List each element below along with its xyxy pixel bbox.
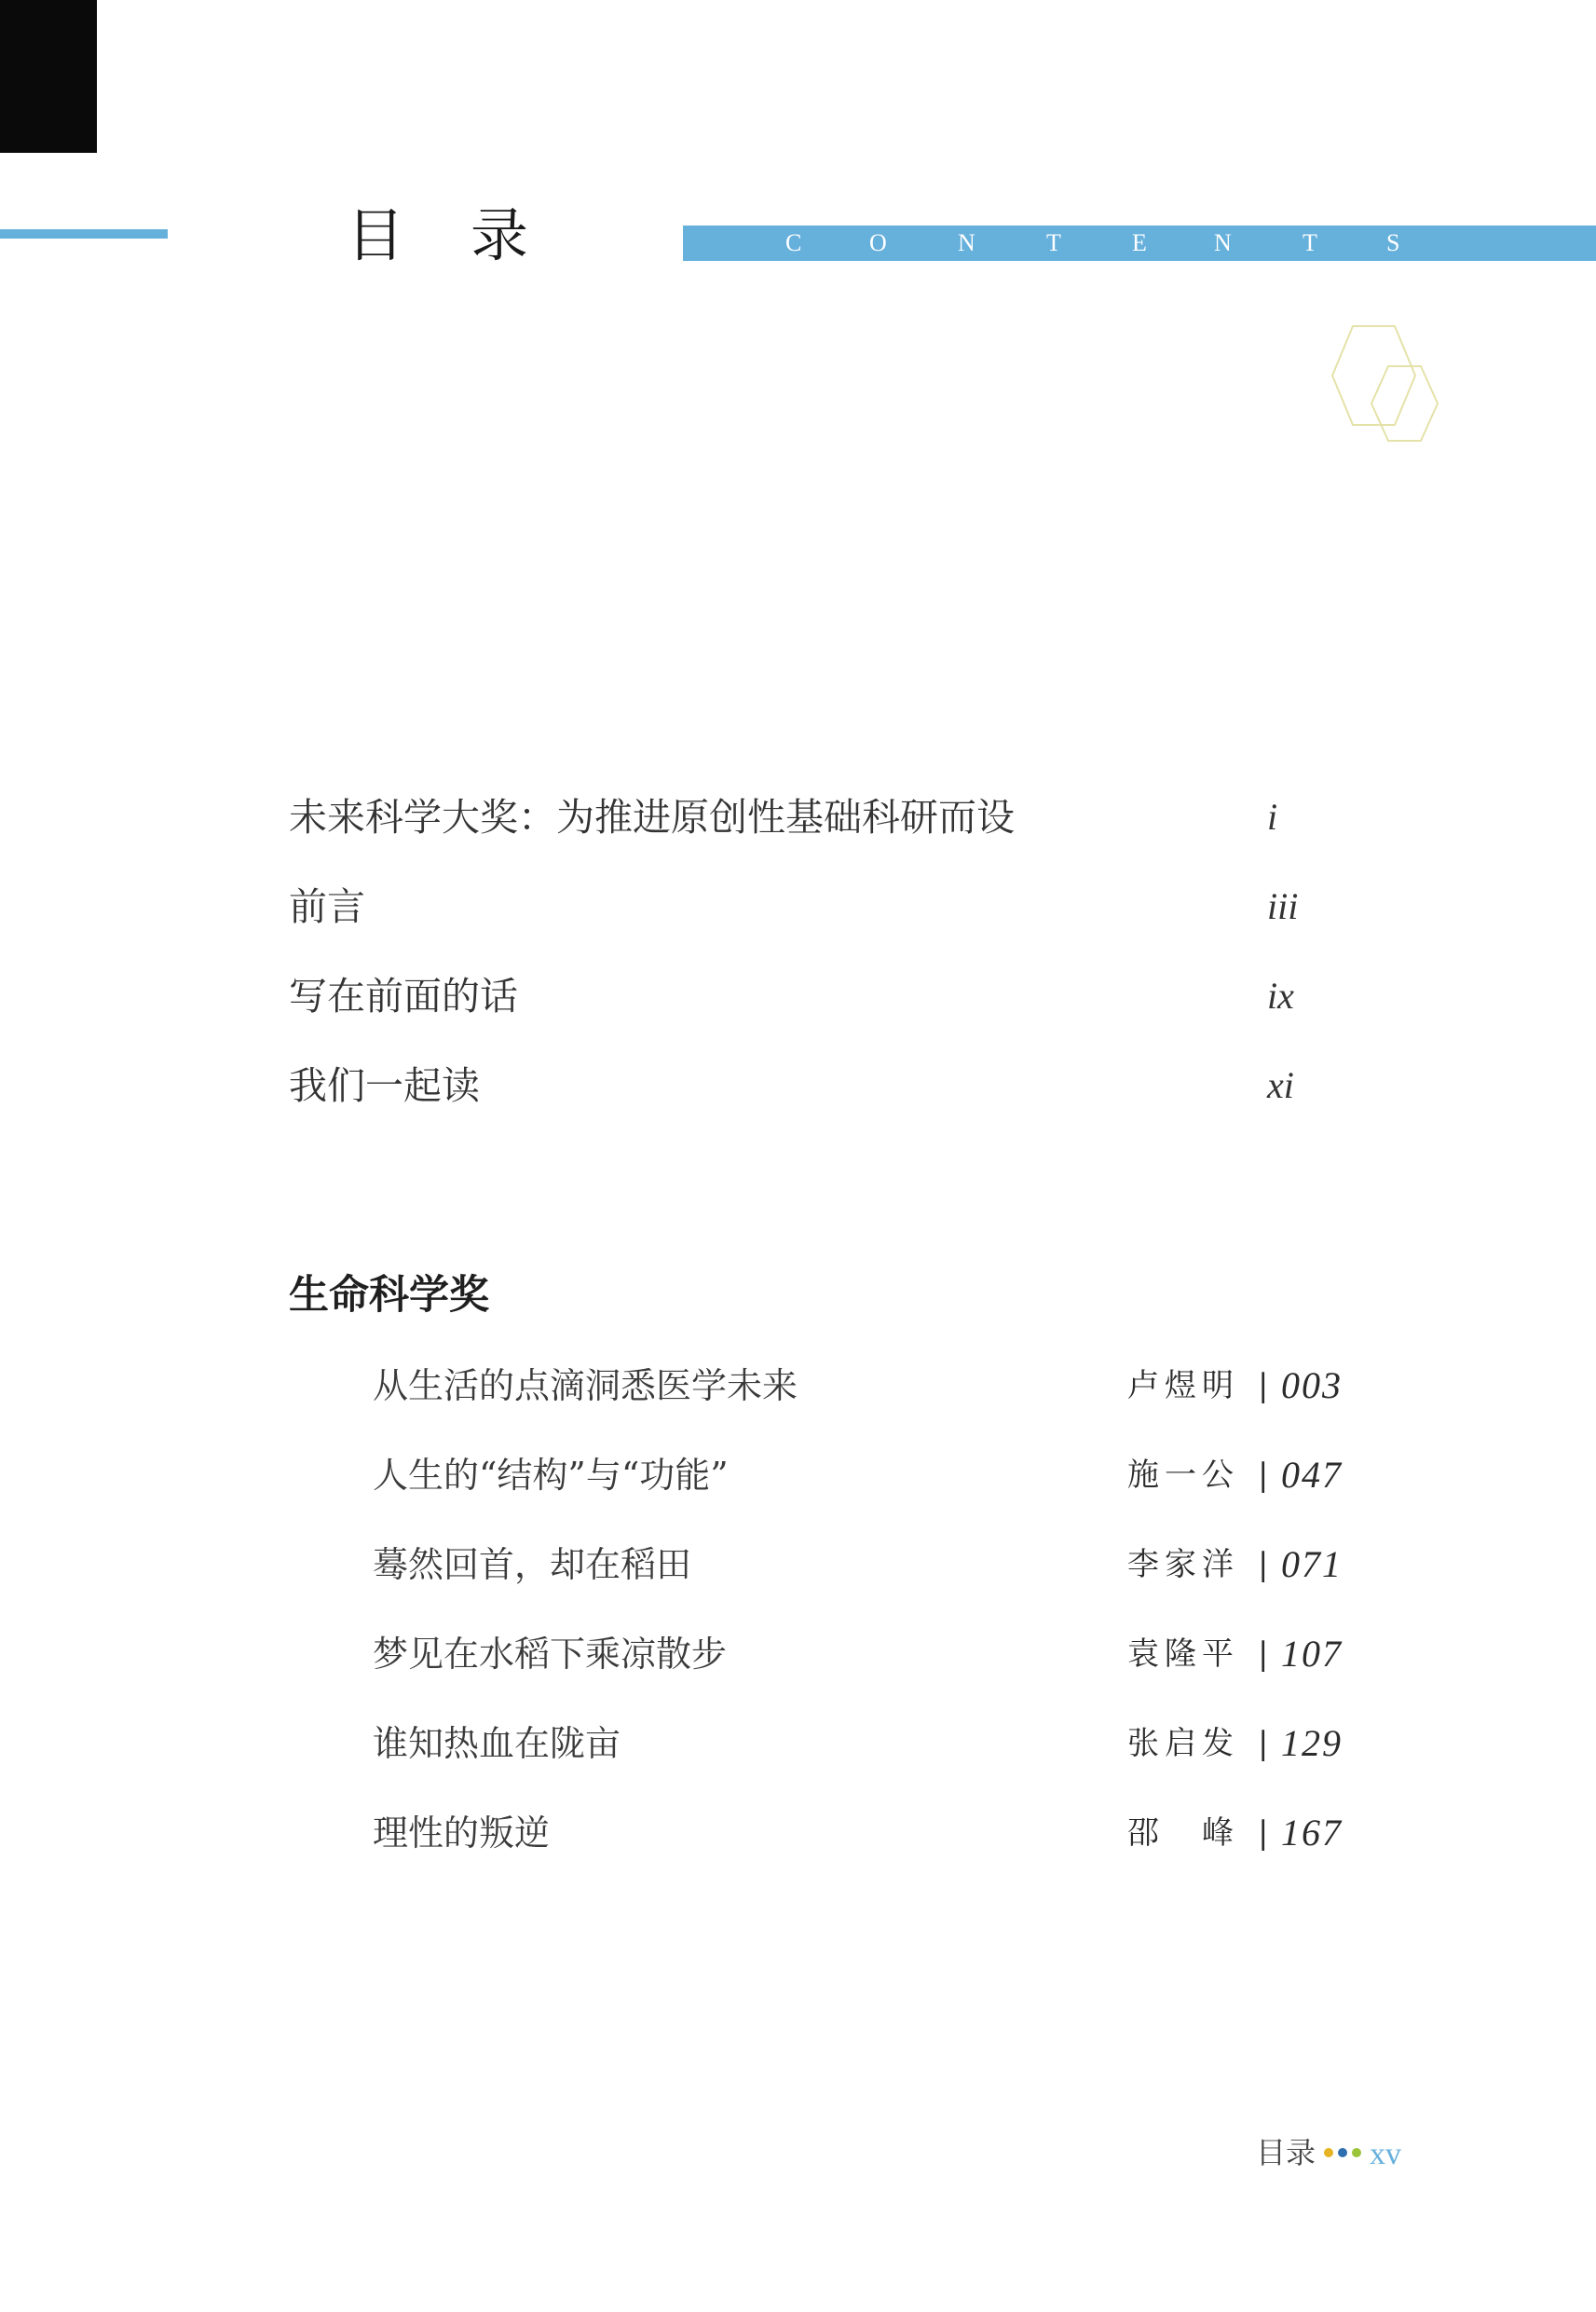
entry-title: 谁知热血在陇亩 — [373, 1723, 621, 1764]
toc-entry[interactable] — [289, 1058, 1314, 1114]
entry-page: 107 — [1281, 1633, 1343, 1675]
band-letter: O — [869, 229, 887, 256]
band-letter: N — [958, 229, 975, 256]
hexagon-decoration-icon — [1300, 321, 1449, 457]
toc-entry[interactable] — [289, 879, 1314, 935]
entry-separator: | — [1258, 1457, 1269, 1494]
toc-entry-page: iii — [1267, 885, 1299, 927]
entry-separator: | — [1258, 1725, 1269, 1762]
toc-entry-title: 我们一起读 — [289, 1063, 480, 1108]
three-dots-icon — [1323, 2147, 1362, 2158]
section-entry[interactable] — [373, 1358, 1342, 1414]
entry-author: 施一公 — [1127, 1457, 1239, 1494]
band-letter: N — [1214, 229, 1232, 256]
entry-author: 袁隆平 — [1127, 1635, 1239, 1673]
band-letter: S — [1386, 229, 1400, 256]
entry-page: 071 — [1281, 1543, 1343, 1585]
entry-title: 梦见在水稻下乘凉散步 — [373, 1634, 728, 1675]
entry-page: 167 — [1281, 1812, 1343, 1854]
entry-separator: | — [1258, 1367, 1269, 1404]
entry-title: 理性的叛逆 — [373, 1813, 551, 1854]
section-heading: 生命科学奖 — [289, 1272, 489, 1319]
entry-title: 蓦然回首，却在稻田 — [373, 1544, 692, 1585]
section-entry[interactable] — [373, 1626, 1342, 1682]
entry-separator: | — [1258, 1814, 1269, 1852]
entry-page: 047 — [1281, 1454, 1343, 1496]
footer-dot — [1338, 2148, 1347, 2157]
band-letter: E — [1132, 229, 1147, 256]
entry-author: 张启发 — [1127, 1725, 1239, 1762]
toc-entry[interactable] — [289, 968, 1314, 1024]
footer-dot — [1352, 2148, 1361, 2157]
toc-entry-title: 未来科学大奖：为推进原创性基础科研而设 — [289, 795, 1015, 840]
band-letter: C — [785, 229, 802, 256]
contents-band — [683, 226, 1596, 261]
toc-entry[interactable] — [289, 789, 1314, 845]
entry-title: 从生活的点滴洞悉医学未来 — [373, 1365, 798, 1406]
section-entry[interactable] — [373, 1447, 1342, 1503]
entry-page: 003 — [1281, 1364, 1343, 1406]
section-entry[interactable] — [373, 1716, 1342, 1772]
footer-label: 目录 — [1256, 2135, 1316, 2170]
toc-entry-title: 写在前面的话 — [289, 974, 518, 1019]
entry-author: 卢煜明 — [1127, 1367, 1239, 1404]
entry-author: 李家洋 — [1127, 1546, 1239, 1583]
band-letter: T — [1046, 229, 1061, 256]
entry-page: 129 — [1281, 1722, 1343, 1764]
toc-entry-title: 前言 — [289, 884, 365, 929]
section-entry[interactable] — [373, 1537, 1342, 1593]
entry-separator: | — [1258, 1546, 1269, 1583]
entry-title: 人生的“结构”与“功能” — [373, 1455, 729, 1496]
entry-separator: | — [1258, 1635, 1269, 1673]
page-title-char-1: 目 — [347, 201, 405, 269]
corner-block — [0, 0, 97, 153]
entry-author: 邵 峰 — [1127, 1814, 1239, 1852]
toc-entry-page: xi — [1267, 1064, 1294, 1106]
band-letter: T — [1303, 229, 1317, 256]
toc-entry-page: ix — [1267, 975, 1294, 1017]
section-entry[interactable] — [373, 1805, 1342, 1861]
left-accent-rule — [0, 229, 168, 239]
toc-entry-page: i — [1267, 796, 1278, 838]
page-title-char-2: 录 — [471, 201, 529, 269]
footer-page-number: xv — [1370, 2137, 1401, 2171]
footer-dot — [1324, 2148, 1333, 2157]
